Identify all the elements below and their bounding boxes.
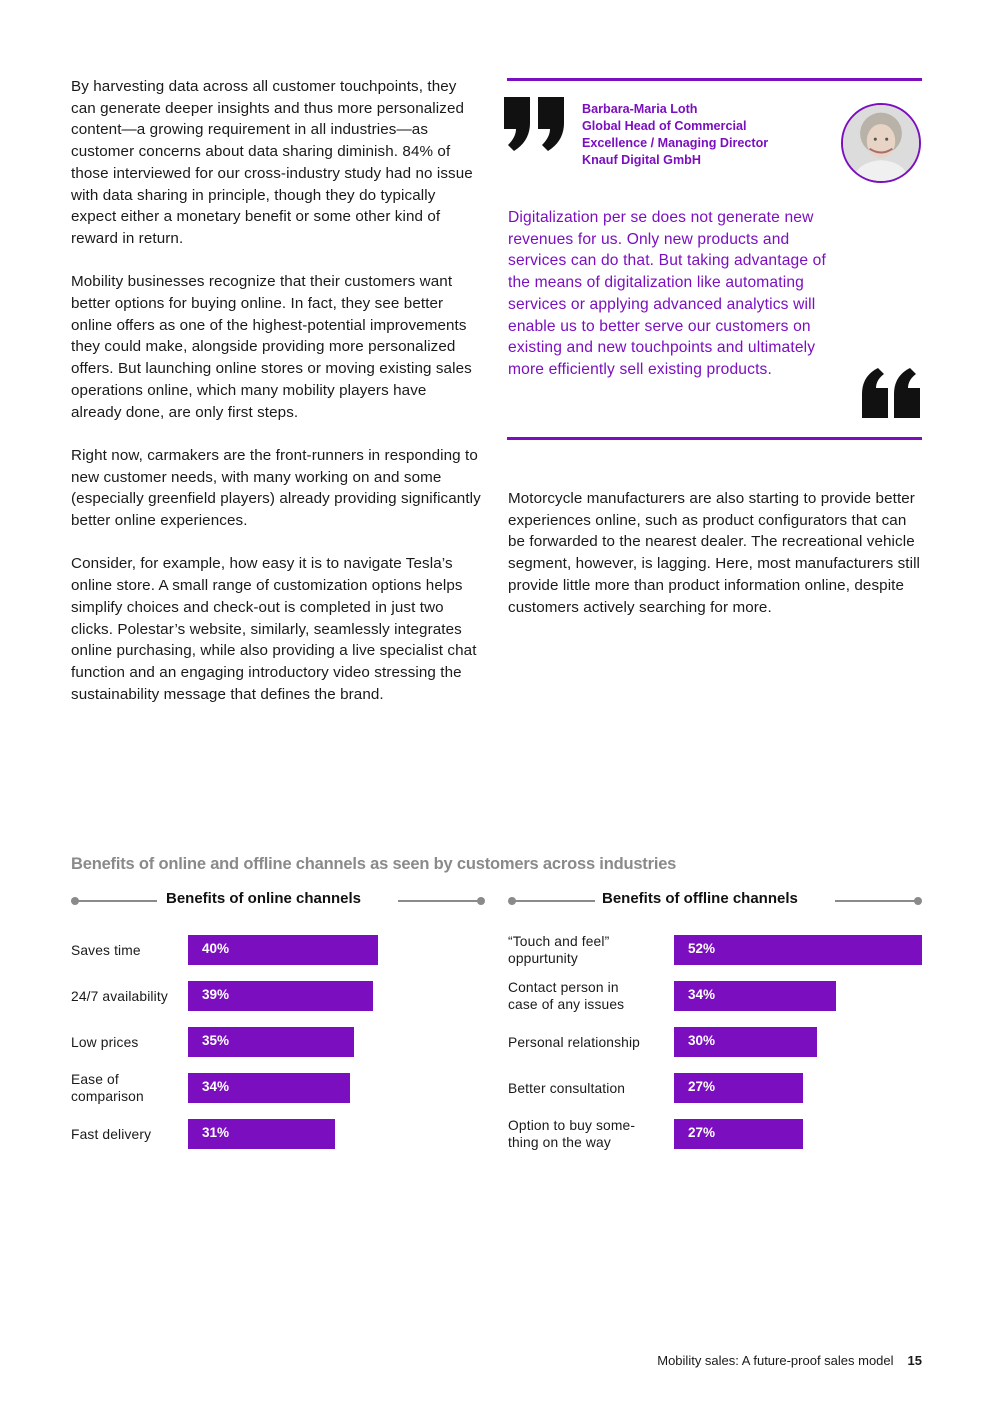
bar-category-label-line: Option to buy some-: [508, 1118, 636, 1133]
bar-category-label: [508, 1080, 625, 1097]
bar-value-label: 34%: [688, 987, 716, 1002]
paragraph: By harvesting data across all customer touchpoints, they can generate deeper insights and thus more personalized content—a growing requirement in all industries—as customer concerns about data sharing diminish. 84% of those interviewed for our cross-industry study had no issue with data sharing in principle, though they do typically expect either a monetary benefit or some other kind of reward in return.: [71, 78, 473, 247]
quote-open-icon: [502, 93, 570, 153]
pull-quote: [507, 78, 922, 440]
page-number: 15: [907, 1353, 922, 1368]
paragraph: Right now, carmakers are the front-runners in responding to new customer needs, with many working on and some (especially greenfield players) already providing significantly better online experiences.: [71, 446, 481, 530]
speaker-company: Knauf Digital GmbH: [582, 153, 701, 167]
paragraph: Mobility businesses recognize that their customers want better options for buying online. In fact, they see better online offers as one of the highest-potential improvements they could make, alongside providing more personalized offers. But launching online stores or moving existing sales operations online, which many mobility players have already done, are only first steps.: [71, 273, 472, 421]
bar: [674, 1119, 803, 1149]
bar: [188, 1119, 335, 1149]
bar-category-label: [508, 979, 624, 1013]
bar-category-label: [508, 1034, 640, 1051]
bar-category-label-line: Low prices: [71, 1034, 139, 1050]
right-column: [508, 488, 922, 640]
bar-category-label: [508, 933, 609, 967]
bar: [188, 1027, 354, 1057]
bar-category-label-line: oppurtunity: [508, 951, 578, 966]
bar-value-label: 30%: [688, 1033, 716, 1048]
bar-category-label-line: thing on the way: [508, 1135, 611, 1150]
bar-category-label: [71, 1071, 144, 1105]
bar-value-label: 40%: [202, 941, 230, 956]
bar-value-label: 35%: [202, 1033, 230, 1048]
bar-value-label: 39%: [202, 987, 230, 1002]
speaker-title: Global Head of Commercial: [582, 119, 747, 133]
bar: [188, 981, 373, 1011]
speaker-name: Barbara-Maria Loth: [582, 102, 698, 116]
bar: [188, 1073, 350, 1103]
paragraph: Consider, for example, how easy it is to navigate Tesla’s online store. A small range of customization options helps simplify choices and check-out is completed in just two clicks. Polestar’s website, similarly, seamlessly integrates online purchasing, while also providing a live specialist chat function and an engaging introductory video stressing the sustainability message that defines the brand.: [71, 555, 477, 703]
bar: [674, 935, 922, 965]
chart-header-online: [71, 890, 485, 912]
avatar: [841, 103, 921, 183]
bar-value-label: 34%: [202, 1079, 230, 1094]
bar-category-label-line: Saves time: [71, 942, 141, 958]
speaker-info: [582, 101, 822, 169]
chart-heading: Benefits of online channels: [166, 890, 362, 907]
bar-category-label-line: case of any issues: [508, 997, 625, 1012]
rule-dot: [914, 897, 922, 905]
bar-category-label-line: comparison: [71, 1089, 144, 1104]
bar-category-label-line: Ease of: [71, 1072, 119, 1087]
paragraph: Motorcycle manufacturers are also starting to provide better experiences online, such as product configurators that can be forwarded to the nearest dealer. The recreational vehicle segment, however, is lagging. Here, most manufacturers still provide little more than product information online, despite customers actively searching for more.: [508, 490, 921, 616]
bar-value-label: 52%: [688, 941, 716, 956]
bar: [674, 981, 836, 1011]
quote-close-icon: [860, 366, 922, 421]
bar-category-label: [71, 1126, 151, 1143]
bar-value-label: 27%: [688, 1125, 716, 1140]
chart-title: Benefits of online and offline channels as seen by customers across industries: [71, 855, 677, 873]
bar-category-label-line: Personal relationship: [508, 1034, 640, 1050]
portrait-icon: [843, 105, 919, 181]
rule-line: [75, 900, 157, 902]
left-column: [71, 76, 481, 727]
chart-heading: Benefits of offline channels: [602, 890, 798, 907]
bar: [674, 1027, 817, 1057]
bar: [188, 935, 378, 965]
bar-category-label: [71, 1034, 138, 1051]
bar: [674, 1073, 803, 1103]
rule-line: [512, 900, 595, 902]
bar-category-label-line: Fast delivery: [71, 1126, 152, 1142]
rule-line: [835, 900, 918, 902]
speaker-title: Excellence / Managing Director: [582, 136, 769, 150]
rule-dot: [477, 897, 485, 905]
quote-text: Digitalization per se does not generate new revenues for us. Only new products and services can do that. But taking advantage of the means of digitalization like automating services or applying advanced analytics will enable us to better serve our customers on existing and new touchpoints and ultimately more efficiently sell existing products.: [508, 209, 826, 378]
bar-category-label: [508, 1117, 635, 1151]
bar-category-label-line: 24/7 availability: [71, 988, 168, 1004]
bar-category-label: [71, 988, 168, 1005]
chart-header-offline: [508, 890, 922, 912]
bar-category-label: [71, 942, 141, 959]
bar-category-label-line: “Touch and feel”: [508, 934, 610, 949]
bar-category-label-line: Better consultation: [508, 1080, 626, 1096]
bar-value-label: 31%: [202, 1125, 230, 1140]
page-footer: [657, 1353, 922, 1368]
bar-category-label-line: Contact person in: [508, 980, 619, 995]
bar-value-label: 27%: [688, 1079, 716, 1094]
rule-line: [398, 900, 481, 902]
footer-title: Mobility sales: A future-proof sales model: [657, 1353, 894, 1368]
